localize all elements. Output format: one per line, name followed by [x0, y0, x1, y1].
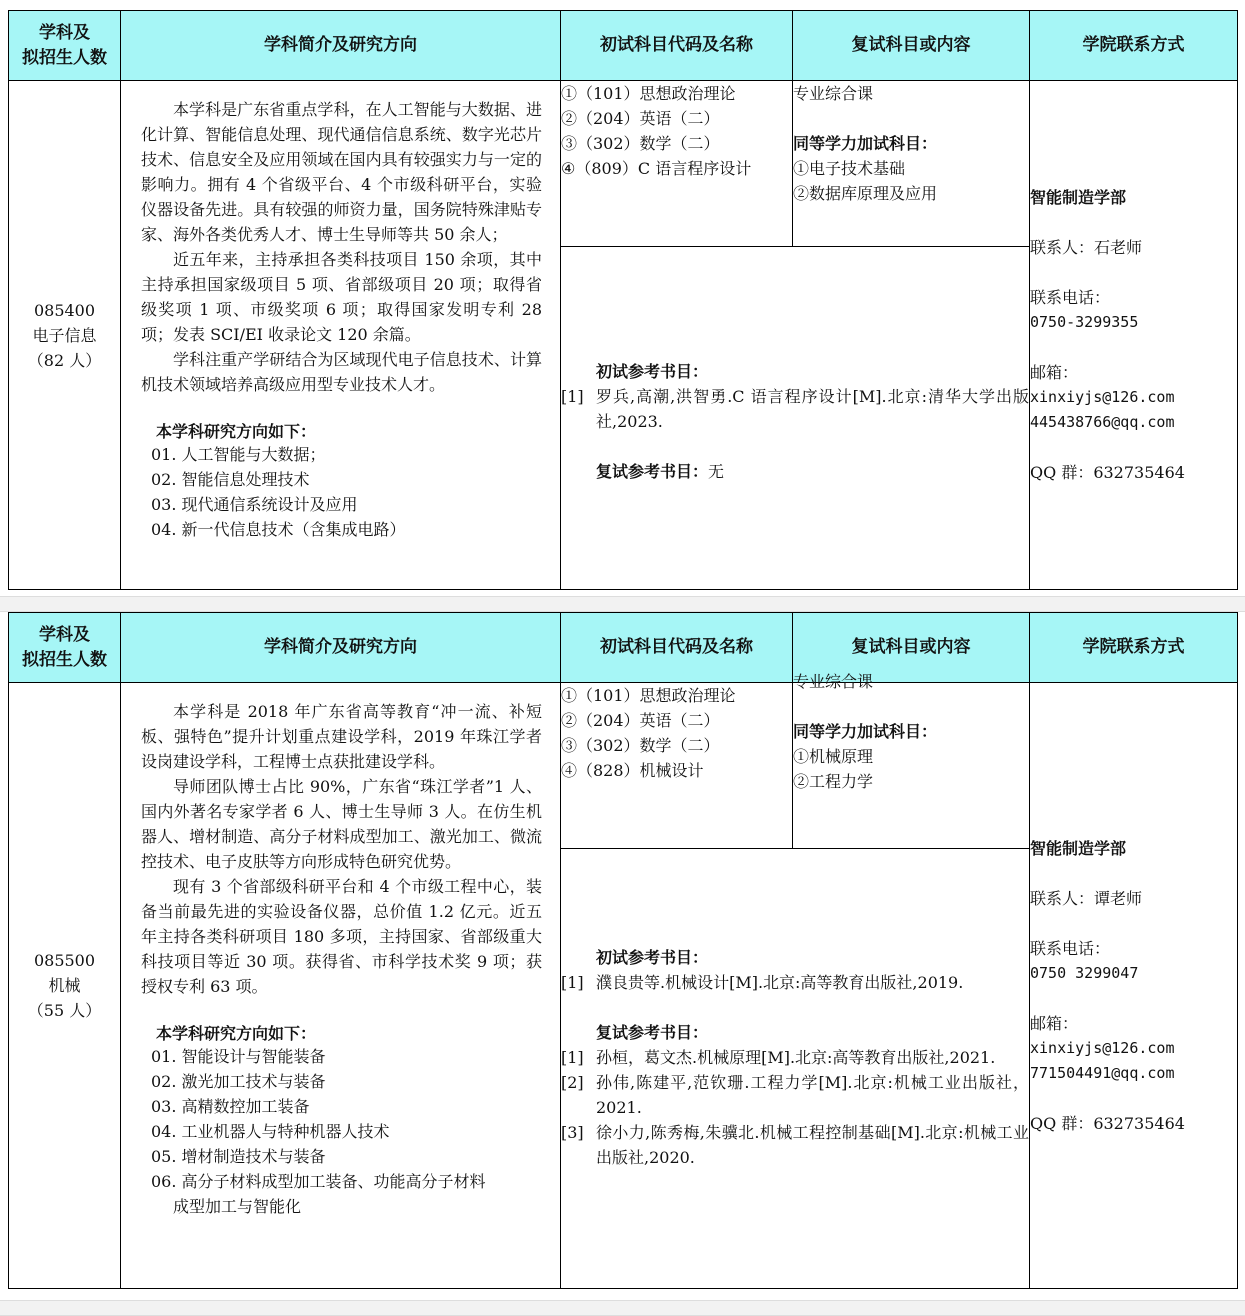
directions-list [121, 1044, 560, 1219]
program-table-electronic [8, 10, 1238, 590]
initial-subject: ④（828）机械设计 [561, 761, 704, 780]
subject-name: 机械 [48, 976, 81, 995]
directions-list [121, 442, 560, 542]
page-break [0, 596, 1245, 612]
initial-subject: ②（204）英语（二） [561, 109, 720, 128]
header-subject: 学科及 拟招生人数 [9, 613, 121, 683]
direction-item: 04. 新一代信息技术（含集成电路） [151, 520, 406, 539]
initial-subject: ①（101）思想政治理论 [561, 686, 736, 705]
ref-item: [3] 徐小力,陈秀梅,朱骥北.机械工程控制基础[M].北京:机械工业出版社,2020. [561, 1123, 1029, 1167]
intro-cell [121, 683, 561, 1289]
ref-retest-title: 复试参考书目： [596, 1023, 709, 1042]
direction-item: 06. 高分子材料成型加工装备、功能高分子材料 [151, 1172, 486, 1191]
intro-paragraph: 现有 3 个省部级科研平台和 4 个市级工程中心，装备当前最先进的实验设备仪器，总价值 1.2 亿元。近五年主持各类科研项目 180 多项，主持国家、省部级重大科技项目等近 30 项。获得省、市科学技术奖 9 项；获授权专利 63 项。 [141, 877, 542, 996]
direction-item: 02. 激光加工技术与装备 [151, 1072, 326, 1091]
directions-title: 本学科研究方向如下： [156, 1024, 317, 1043]
intro-paragraph: 本学科是广东省重点学科，在人工智能与大数据、进化计算、智能信息处理、现代通信信息系统、数字光芯片技术、信息安全及应用领域在国内具有较强实力与一定的影响力。拥有 4 个省级平台、4 个市级科研平台，实验仪器设备先进。具有较强的师资力量，国务院特殊津贴专家、海外各类优秀人才、博士生导师等共 50 余人； [141, 100, 542, 244]
direction-item: 02. 智能信息处理技术 [151, 470, 310, 489]
retest-extra-item: ②数据库原理及应用 [793, 184, 938, 203]
contact-cell [1030, 683, 1238, 1289]
initial-subject: ④（809）C 语言程序设计 [561, 159, 752, 178]
intro-cell [121, 81, 561, 590]
contact-phone-label: 联系电话： [1030, 938, 1111, 958]
direction-item: 01. 智能设计与智能装备 [151, 1047, 326, 1066]
ref-item: [1] 孙桓，葛文杰.机械原理[M].北京:高等教育出版社,2021. [561, 1048, 996, 1067]
intro-paragraph: 本学科是 2018 年广东省高等教育“冲一流、补短板、强特色”提升计划重点建设学科，2019 年珠江学者设岗建设学科，工程博士点获批建设学科。 [141, 702, 542, 771]
contact-email: 771504491@qq.com [1030, 1063, 1175, 1082]
directions-title: 本学科研究方向如下： [156, 422, 317, 441]
retest-cell [793, 672, 1030, 849]
contact-dept: 智能制造学部 [1030, 188, 1127, 207]
references-cell [561, 849, 1030, 1289]
program-table-mechanical [8, 612, 1238, 1289]
contact-person: 联系人：石老师 [1030, 238, 1143, 257]
contact-person: 联系人：谭老师 [1030, 888, 1143, 908]
references-cell [561, 247, 1030, 590]
ref-initial-title: 初试参考书目： [596, 362, 709, 381]
retest-extra-title: 同等学力加试科目： [793, 722, 938, 741]
ref-item: [1] 濮良贵等.机械设计[M].北京:高等教育出版社,2019. [561, 973, 964, 992]
subject-cell [9, 81, 121, 590]
subject-code: 085500 [33, 951, 96, 970]
subject-code: 085400 [33, 300, 96, 320]
header-contact: 学院联系方式 [1030, 613, 1238, 683]
initial-subject: ①（101）思想政治理论 [561, 84, 736, 103]
intro-paragraph: 近五年来，主持承担各类科技项目 150 余项，其中主持承担国家级项目 5 项、省部级项目 20 项；取得省级奖项 1 项、市级奖项 6 项；取得国家发明专利 28 项；发表 SCI/EI 收录论文 120 余篇。 [141, 250, 542, 344]
contact-email: xinxiyjs@126.com [1030, 1038, 1175, 1057]
header-retest: 复试科目或内容 [793, 11, 1030, 81]
header-contact: 学院联系方式 [1030, 11, 1238, 81]
contact-qq: QQ 群：632735464 [1030, 463, 1185, 482]
subject-quota: （82 人） [27, 350, 102, 370]
direction-item: 04. 工业机器人与特种机器人技术 [151, 1122, 390, 1141]
contact-phone: 0750 3299047 [1030, 963, 1139, 982]
retest-main: 专业综合课 [793, 672, 874, 691]
retest-extra-item: ①电子技术基础 [793, 159, 906, 178]
initial-subject: ③（302）数学（二） [561, 736, 720, 755]
initial-subject: ③（302）数学（二） [561, 134, 720, 153]
initial-subjects-cell [561, 683, 793, 849]
initial-subject: ②（204）英语（二） [561, 711, 720, 730]
contact-phone-label: 联系电话： [1030, 288, 1111, 307]
header-initial: 初试科目代码及名称 [561, 11, 793, 81]
subject-cell [9, 683, 121, 1289]
contact-phone: 0750-3299355 [1030, 313, 1139, 331]
ref-item: [1] 罗兵,高潮,洪智勇.C 语言程序设计[M].北京:清华大学出版社,2023. [561, 387, 1029, 431]
header-retest: 复试科目或内容 [793, 613, 1030, 683]
direction-item: 05. 增材制造技术与装备 [151, 1147, 326, 1166]
table-header-row [9, 11, 1238, 81]
subject-quota: （55 人） [27, 1001, 102, 1020]
contact-email: 445438766@qq.com [1030, 413, 1175, 431]
retest-main: 专业综合课 [793, 84, 874, 103]
table-header-row [9, 613, 1238, 683]
intro-paragraph: 学科注重产学研结合为区域现代电子信息技术、计算机技术领域培养高级应用型专业技术人才。 [141, 350, 542, 394]
intro-paragraph: 导师团队博士占比 90%，广东省“珠江学者”1 人、国内外著名专家学者 6 人、博士生导师 3 人。在仿生机器人、增材制造、高分子材料成型加工、激光加工、微流控技术、电子皮肤等方向形成特色研究优势。 [141, 777, 542, 871]
header-intro: 学科简介及研究方向 [121, 11, 561, 81]
contact-dept: 智能制造学部 [1030, 838, 1127, 858]
header-intro: 学科简介及研究方向 [121, 613, 561, 683]
header-subject: 学科及 拟招生人数 [9, 11, 121, 81]
ref-item: [2] 孙伟,陈建平,范钦珊.工程力学[M].北京:机械工业出版社，2021. [561, 1073, 1029, 1117]
direction-item: 03. 现代通信系统设计及应用 [151, 495, 358, 514]
header-initial: 初试科目代码及名称 [561, 613, 793, 683]
contact-email: xinxiyjs@126.com [1030, 388, 1175, 406]
direction-item: 成型加工与智能化 [173, 1197, 302, 1216]
direction-item: 01. 人工智能与大数据； [151, 445, 326, 464]
contact-email-label: 邮箱： [1030, 1013, 1079, 1033]
retest-extra-title: 同等学力加试科目： [793, 134, 938, 153]
contact-cell [1030, 81, 1238, 590]
contact-qq: QQ 群：632735464 [1030, 1113, 1185, 1133]
retest-extra-item: ①机械原理 [793, 747, 874, 766]
subject-name: 电子信息 [32, 325, 97, 345]
retest-extra-item: ②工程力学 [793, 772, 874, 791]
direction-item: 03. 高精数控加工装备 [151, 1097, 310, 1116]
contact-email-label: 邮箱： [1030, 363, 1079, 382]
initial-subjects-cell [561, 81, 793, 247]
retest-cell [793, 81, 1030, 247]
ref-retest-title: 复试参考书目：无 [596, 462, 725, 481]
ref-initial-title: 初试参考书目： [596, 948, 709, 967]
